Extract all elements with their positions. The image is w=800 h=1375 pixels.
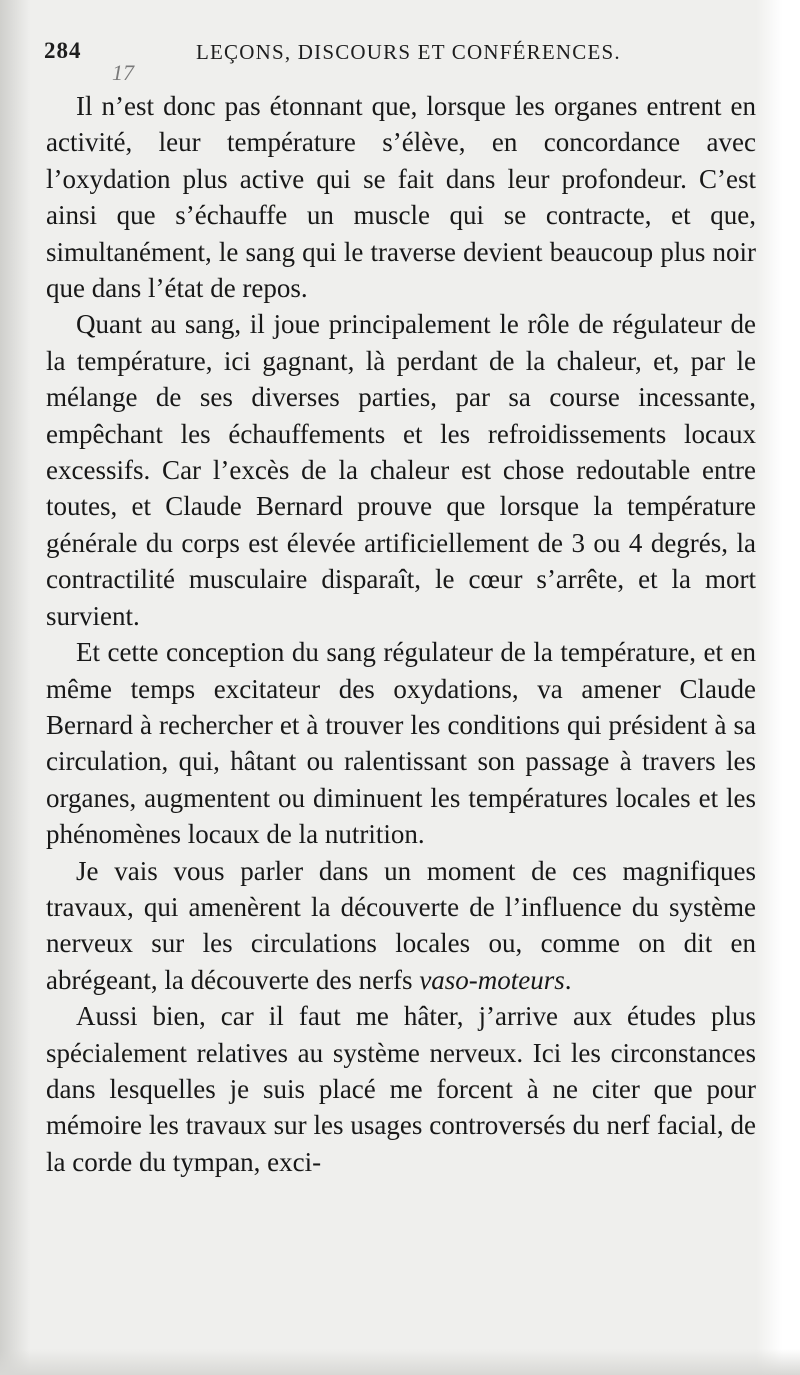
scan-shadow-bottom	[0, 1349, 800, 1375]
handwritten-margin-mark: 17	[112, 60, 134, 85]
running-title: LEÇONS, DISCOURS ET CONFÉRENCES.	[196, 40, 621, 64]
scan-shadow-left	[0, 0, 30, 1375]
page-number: 284	[44, 38, 82, 63]
paragraph-4-text: Je vais vous parler dans un moment de ces magnifiques travaux, qui amenèrent la découverte de l’influence du système nerveux sur les circulations locales ou, comme on dit en abrégeant, la découverte des nerfs	[46, 855, 756, 995]
paragraph-1: Il n’est donc pas étonnant que, lorsque les organes entrent en activité, leur température s’élève, en concordance avec l’oxydation plus active qui se fait dans leur profondeur. C’est ainsi que s’échauffe un muscle qui se contracte, et que, simultanément, le sang qui le traverse devient beaucoup plus noir que dans l’état de repos.	[46, 91, 756, 304]
paragraph-3: Et cette conception du sang régulateur de la température, et en même temps excitateur des oxydations, va amener Claude Bernard à rechercher et à trouver les conditions qui président à sa circulation, qui, hâtant ou ralentissant son passage à travers les organes, augmentent ou diminuent les températures locales et les phénomènes locaux de la nutrition.	[46, 637, 756, 850]
paragraph-4	[46, 853, 756, 999]
paragraph-5: Aussi bien, car il faut me hâter, j’arrive aux études plus spécialement relatives au système nerveux. Ici les circonstances dans lesquelles je suis placé me forcent à ne citer que pour mémoire les travaux sur les usages controversés du nerf facial, de la corde du tympan, exci-	[46, 1001, 756, 1177]
italic-term: vaso-moteurs	[419, 964, 565, 995]
page-header	[44, 38, 744, 68]
paragraph-2: Quant au sang, il joue principalement le rôle de régulateur de la température, ici gagnant, là perdant de la chaleur, et, par le mélange de ses diverses parties, par sa course incessante, empêchant les échauffements et les refroidissements locaux excessifs. Car l’excès de la chaleur est chose redoutable entre toutes, et Claude Bernard prouve que lorsque la température générale du corps est élevée artificiellement de 3 ou 4 degrés, la contractilité musculaire disparaît, le cœur s’arrête, et la mort survient.	[46, 309, 756, 631]
body-text	[46, 88, 756, 1180]
paragraph-4-end: .	[564, 964, 572, 995]
scan-edge-right	[756, 0, 800, 1375]
